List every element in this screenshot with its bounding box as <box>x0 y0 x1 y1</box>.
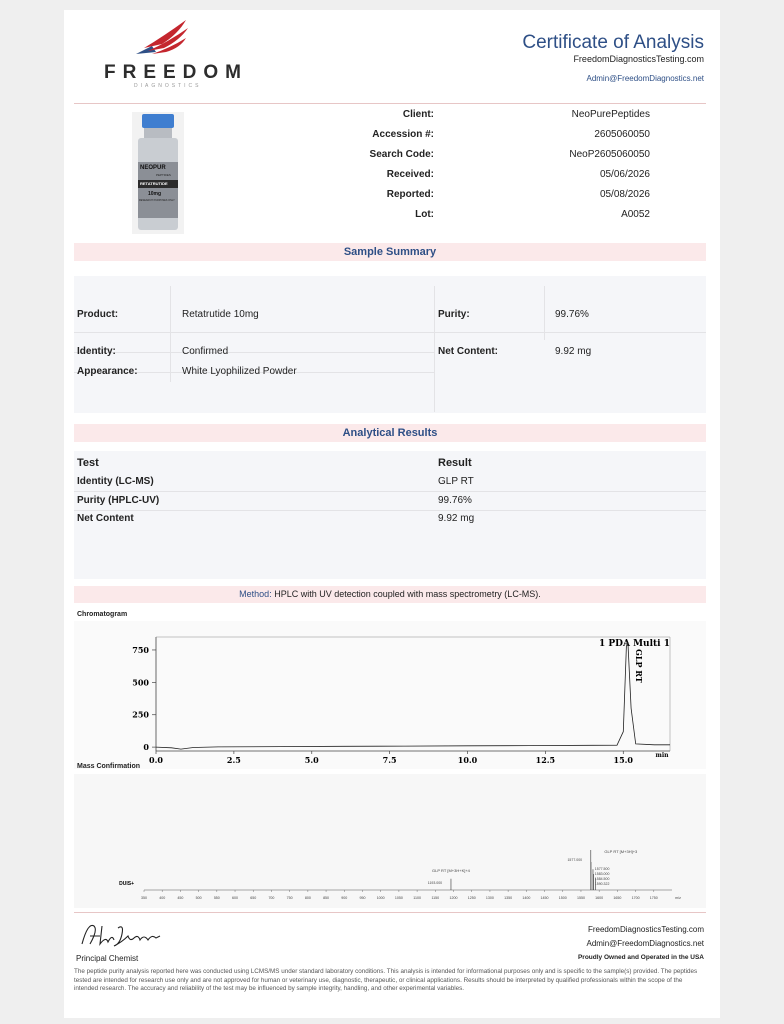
logo-subtext: DIAGNOSTICS <box>134 83 202 89</box>
mass-peak2-value: 1577.500 <box>594 867 610 871</box>
analytical-results-heading: Analytical Results <box>74 424 706 442</box>
appearance-label: Appearance: <box>77 366 138 377</box>
mass-peak2-value: 1590.322 <box>594 882 610 886</box>
reported-value: 05/08/2026 <box>599 189 650 200</box>
footer-tagline: Proudly Owned and Operated in the USA <box>577 954 704 961</box>
chromatogram-trace <box>156 642 670 749</box>
header-divider <box>74 103 706 104</box>
chromatogram-chart <box>74 621 706 769</box>
mass-tick-label: 1450 <box>540 896 549 900</box>
x-tick-label: 7.5 <box>382 755 397 765</box>
logo-text: FREEDOM <box>104 62 248 83</box>
product-value: Retatrutide 10mg <box>182 309 259 320</box>
sample-summary-heading: Sample Summary <box>74 243 706 261</box>
x-tick-label: 2.5 <box>226 755 241 765</box>
x-axis-unit: min <box>655 752 669 759</box>
purity-label: Purity: <box>438 309 470 320</box>
mass-tick-label: 1050 <box>394 896 403 900</box>
chromatogram-label: Chromatogram <box>77 611 128 618</box>
result-value-2: 9.92 mg <box>438 513 475 524</box>
method-banner <box>74 586 706 603</box>
sample-summary-table <box>74 276 706 413</box>
search-code-value: NeoP2605060050 <box>569 149 650 160</box>
mass-tick-label: 1600 <box>595 896 604 900</box>
mass-tick-label: 1750 <box>649 896 658 900</box>
mass-tick-label: 1250 <box>467 896 476 900</box>
x-tick-label: 5.0 <box>304 755 319 765</box>
mass-tick-label: 950 <box>359 896 366 900</box>
footer-divider <box>74 912 706 913</box>
mass-peak1-label: GLP RT [M+3H+K]+4 <box>432 868 470 873</box>
mass-tick-label: 400 <box>159 896 166 900</box>
mass-tick-label: 1650 <box>613 896 622 900</box>
footer-website[interactable]: FreedomDiagnosticsTesting.com <box>587 925 704 934</box>
mass-confirmation-label: Mass Confirmation <box>77 763 141 770</box>
mass-tick-label: 800 <box>304 896 311 900</box>
mass-tick-label: 550 <box>213 896 220 900</box>
mass-tick-label: 450 <box>177 896 184 900</box>
purity-value: 99.76% <box>555 309 589 320</box>
vial-brand: NEOPUR <box>140 165 166 171</box>
mass-tick-label: 1200 <box>449 896 458 900</box>
y-tick-label: 500 <box>132 677 149 688</box>
received-label: Received: <box>386 169 434 180</box>
method-label: Method: <box>239 589 272 599</box>
result-value-1: 99.76% <box>438 495 472 506</box>
vial-brand-sub: PEPTIDES <box>156 173 171 177</box>
mass-unit-label: m/z <box>675 896 681 900</box>
mass-tick-label: 850 <box>323 896 330 900</box>
vial-note: RESEARCH PURPOSES ONLY <box>139 199 175 202</box>
method-text: HPLC with UV detection coupled with mass spectrometry (LC-MS). <box>274 589 541 599</box>
result-test-1: Purity (HPLC-UV) <box>77 495 160 506</box>
mass-tick-label: 1550 <box>576 896 585 900</box>
client-value: NeoPurePeptides <box>571 109 650 120</box>
footer-email[interactable]: Admin@FreedomDiagnostics.net <box>586 939 704 948</box>
mass-tick-label: 1150 <box>431 896 440 900</box>
mass-tick-label: 500 <box>195 896 202 900</box>
mass-tick-label: 700 <box>268 896 275 900</box>
mass-tick-label: 1300 <box>485 896 494 900</box>
mass-peak2-top: 1577.000 <box>567 858 583 862</box>
mass-tick-label: 650 <box>250 896 257 900</box>
mass-spectrum-chart <box>74 774 706 908</box>
result-value-0: GLP RT <box>438 476 474 487</box>
analytical-results-table <box>74 451 706 579</box>
x-tick-label: 15.0 <box>613 755 634 765</box>
vial-dose: 10mg <box>148 191 162 197</box>
mass-tick-label: 1000 <box>376 896 385 900</box>
identity-value: Confirmed <box>182 346 229 357</box>
header-website[interactable]: FreedomDiagnosticsTesting.com <box>573 54 704 64</box>
header-email[interactable]: Admin@FreedomDiagnostics.net <box>586 74 704 83</box>
product-label: Product: <box>77 309 119 320</box>
mass-peak2-label: GLP RT [M+3H]+3 <box>604 849 638 854</box>
col-test-header: Test <box>77 457 99 469</box>
lot-label: Lot: <box>415 209 434 220</box>
mass-detector-label: DUIS+ <box>119 881 134 887</box>
product-vial-image <box>132 112 184 234</box>
disclaimer-text: The peptide purity analysis reported here was conducted using LCMS/MS under standard laboratory conditions. This analysis is intended for informational purposes only and is specific to the sample(s) provided. The peptides tested are intended for research use only and are not approved for human or veterinary use, diagnostic, therapeutic, or clinical applications. Results should be interpreted by qualified professionals within the scope of the intended research. The accuracy and reliability of the test may be influenced by sample integrity, handling, and other experimental variables. <box>74 968 698 992</box>
result-test-2: Net Content <box>77 513 134 524</box>
mass-peak2-value: 1583.000 <box>594 872 610 876</box>
mass-tick-label: 1350 <box>504 896 513 900</box>
mass-tick-label: 1500 <box>558 896 567 900</box>
mass-tick-label: 1700 <box>631 896 640 900</box>
identity-label: Identity: <box>77 346 116 357</box>
net-content-value: 9.92 mg <box>555 346 592 357</box>
certificate-page <box>64 10 720 1018</box>
accession-label: Accession #: <box>372 129 434 140</box>
search-code-label: Search Code: <box>369 149 434 160</box>
mass-peak2-value: 1584.500 <box>594 877 610 881</box>
mass-peak1-mz: 1193.000 <box>427 881 443 885</box>
y-tick-label: 0 <box>143 742 149 753</box>
mass-tick-label: 1400 <box>522 896 531 900</box>
peak-label: GLP RT <box>633 649 644 683</box>
lot-value: A0052 <box>621 209 650 220</box>
appearance-value: White Lyophilized Powder <box>182 366 297 377</box>
y-tick-label: 750 <box>132 644 149 655</box>
net-content-label: Net Content: <box>438 346 498 357</box>
client-label: Client: <box>402 109 434 120</box>
mass-tick-label: 750 <box>286 896 293 900</box>
signature-image <box>78 918 162 950</box>
y-tick-label: 250 <box>132 709 149 720</box>
vial-product: RETATRUTIDE <box>140 181 168 186</box>
x-tick-label: 10.0 <box>457 755 478 765</box>
signer-title: Principal Chemist <box>76 954 139 963</box>
accession-value: 2605060050 <box>594 129 650 140</box>
mass-tick-label: 350 <box>141 896 147 900</box>
x-tick-label: 0.0 <box>149 755 163 765</box>
col-result-header: Result <box>438 457 472 469</box>
received-value: 05/06/2026 <box>599 169 650 180</box>
mass-tick-label: 600 <box>232 896 239 900</box>
result-test-0: Identity (LC-MS) <box>77 476 154 487</box>
eagle-flag-logo-icon <box>134 18 190 58</box>
page-title: Certificate of Analysis <box>522 32 704 53</box>
detector-label: 1 PDA Multi 1 <box>599 639 670 649</box>
x-tick-label: 12.5 <box>535 755 556 765</box>
mass-tick-label: 1100 <box>413 896 421 900</box>
mass-tick-label: 900 <box>341 896 348 900</box>
reported-label: Reported: <box>386 189 434 200</box>
